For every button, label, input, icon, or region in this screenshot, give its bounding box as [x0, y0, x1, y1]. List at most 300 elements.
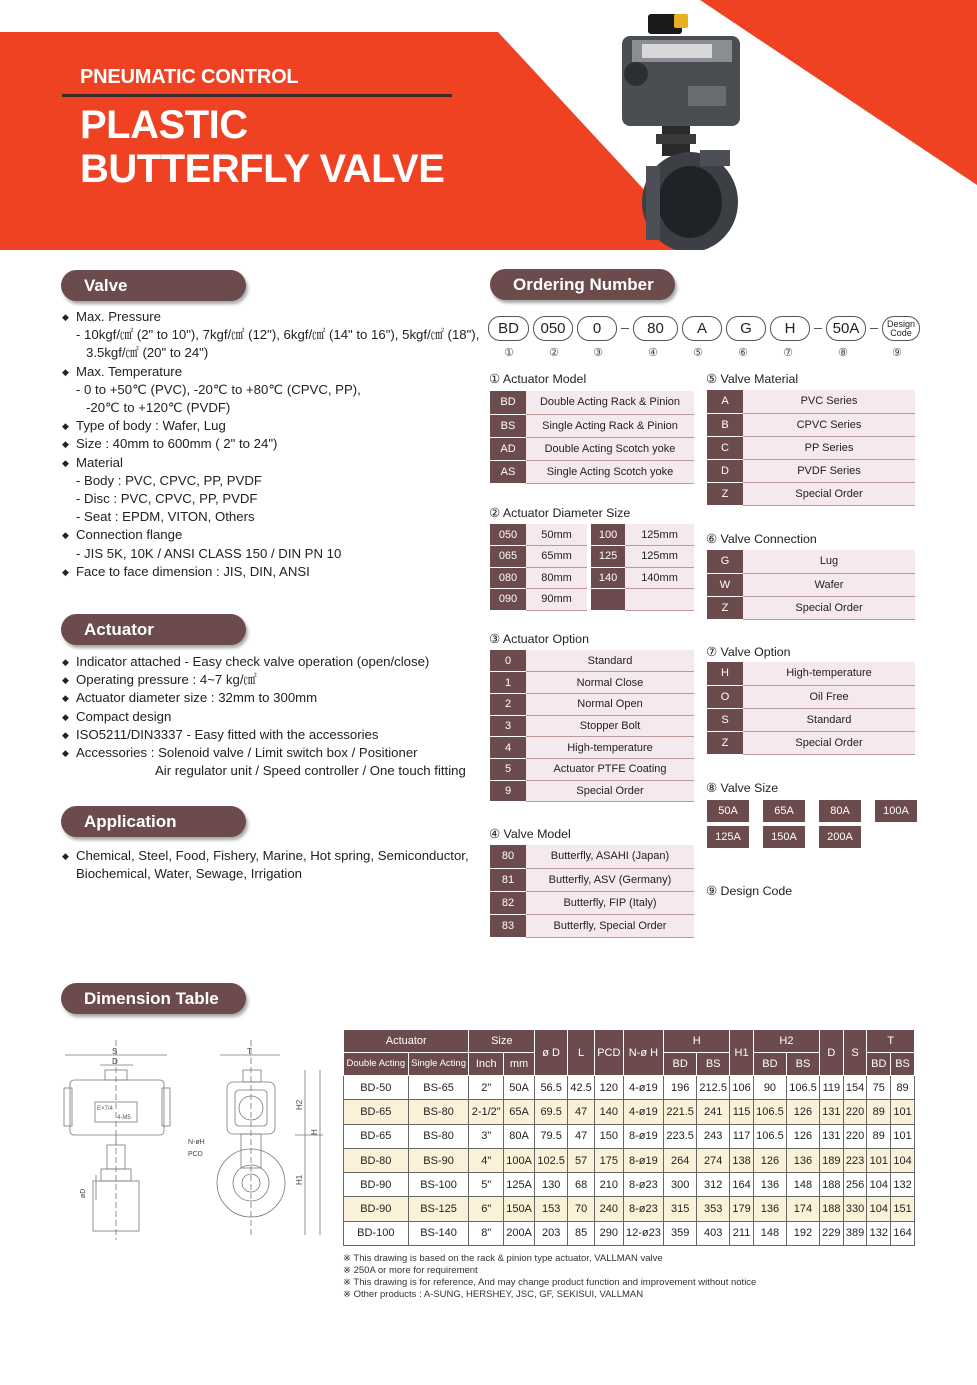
header-kicker: PNEUMATIC CONTROL: [80, 66, 299, 88]
table-cell: 174: [786, 1197, 819, 1221]
table-cell: 240: [595, 1197, 624, 1221]
dimension-heading: Dimension Table: [61, 983, 246, 1014]
valve-material-label: ⑤ Valve Material: [706, 372, 799, 386]
option-row: [707, 550, 915, 573]
diameter-code: 050: [490, 524, 526, 546]
diameter-value: 50mm: [526, 524, 589, 546]
table-cell: BD-65: [344, 1124, 409, 1148]
bullet-item: ◆ Max. Temperature: [62, 363, 482, 381]
option-row: [707, 685, 915, 708]
table-cell: 196: [664, 1076, 697, 1100]
valve-model-label: ④ Valve Model: [489, 827, 571, 841]
diameter-value: 65mm: [526, 546, 589, 568]
option-code: D: [707, 459, 743, 482]
option-value: Actuator PTFE Coating: [526, 758, 694, 780]
bullet-item: ◆ Type of body : Wafer, Lug: [62, 417, 482, 435]
option-code: 9: [490, 780, 526, 802]
code-dash: [814, 328, 822, 329]
valve-spec-list: [62, 308, 482, 581]
code-valve-material: A: [682, 316, 722, 341]
option-code: W: [707, 573, 743, 596]
index-2: ②: [549, 347, 559, 359]
bullet-item: ◆ Face to face dimension : JIS, DIN, ANSI: [62, 563, 482, 581]
option-row: [707, 708, 915, 731]
diameter-code: 080: [490, 567, 526, 589]
col-s: S: [843, 1030, 867, 1076]
table-cell: 8": [469, 1221, 504, 1245]
table-cell: 153: [535, 1197, 568, 1221]
table-cell: 126: [786, 1100, 819, 1124]
bullet-item: ◆ Accessories : Solenoid valve / Limit switch box / Positioner: [62, 744, 482, 762]
table-row: [344, 1148, 915, 1172]
table-cell: 6": [469, 1197, 504, 1221]
application-heading: Application: [61, 806, 246, 837]
valve-heading: Valve: [61, 270, 246, 301]
col-actuator: Actuator: [344, 1030, 469, 1053]
option-row: [490, 391, 694, 414]
plate-label-1: E×7/4: [97, 1106, 113, 1112]
table-cell: 50A: [503, 1076, 534, 1100]
index-3: ③: [593, 347, 603, 359]
table-cell: 243: [697, 1124, 730, 1148]
index-1: ①: [504, 347, 514, 359]
table-cell: 212.5: [697, 1076, 730, 1100]
table-cell: 164: [891, 1221, 915, 1245]
option-row: [490, 693, 694, 715]
option-value: Normal Close: [526, 672, 694, 694]
table-cell: 188: [819, 1173, 843, 1197]
dim-label-t: T: [247, 1047, 252, 1056]
valve-size-label: ⑧ Valve Size: [706, 781, 779, 795]
index-7: ⑦: [783, 347, 793, 359]
col-nh: N-ø H: [623, 1030, 663, 1076]
table-cell: 104: [891, 1148, 915, 1172]
table-cell: 132: [867, 1221, 891, 1245]
col-h2-bd: BD: [753, 1053, 786, 1076]
dim-label-h: H: [310, 1129, 319, 1135]
option-value: Lug: [743, 550, 915, 573]
table-cell: 4-ø19: [623, 1100, 663, 1124]
table-cell: BS-140: [408, 1221, 469, 1245]
valve-size-tag: 50A: [707, 800, 749, 822]
bullet-sub-item: - Seat : EPDM, VITON, Others: [76, 509, 255, 525]
table-cell: 200A: [503, 1221, 534, 1245]
bullet-sub-item: - Disc : PVC, CPVC, PP, PVDF: [76, 491, 258, 507]
code-actuator-option: 0: [577, 316, 617, 341]
bullet-item: ◆ Material: [62, 454, 482, 472]
valve-size-tag: 80A: [819, 800, 861, 822]
index-6: ⑥: [738, 347, 748, 359]
col-inch: Inch: [469, 1053, 504, 1076]
valve-option-label: ⑦ Valve Option: [706, 645, 791, 659]
option-code: AD: [490, 437, 526, 460]
design-code-label: ⑨ Design Code: [706, 884, 793, 898]
code-valve-model: 80: [633, 316, 678, 341]
title-line-1: PLASTIC: [80, 103, 248, 147]
option-row: [490, 414, 694, 437]
dim-label-d: D: [112, 1057, 118, 1066]
option-value: Butterfly, ASV (Germany): [526, 868, 694, 891]
col-mm: mm: [503, 1053, 534, 1076]
table-cell: 47: [568, 1100, 595, 1124]
bullet-sub-item: - 0 to +50℃ (PVC), -20℃ to +80℃ (CPVC, PP),: [76, 381, 361, 397]
table-cell: 117: [730, 1124, 754, 1148]
option-row: [490, 780, 694, 802]
col-double-acting: Double Acting: [344, 1053, 409, 1076]
diameter-value: 90mm: [526, 589, 589, 611]
table-cell: BS-80: [408, 1100, 469, 1124]
option-code: BD: [490, 391, 526, 414]
option-code: B: [707, 413, 743, 436]
option-row: [707, 573, 915, 596]
option-row: [490, 737, 694, 759]
table-cell: 85: [568, 1221, 595, 1245]
table-cell: 136: [753, 1173, 786, 1197]
table-cell: 75: [867, 1076, 891, 1100]
option-row: [490, 891, 694, 914]
option-value: PVC Series: [743, 390, 915, 413]
table-cell: 115: [730, 1100, 754, 1124]
diameter-value: [625, 589, 694, 611]
option-value: CPVC Series: [743, 413, 915, 436]
table-cell: 330: [843, 1197, 867, 1221]
table-cell: 131: [819, 1100, 843, 1124]
code-actuator-model: BD: [488, 316, 529, 341]
table-cell: 56.5: [535, 1076, 568, 1100]
table-cell: 106.5: [786, 1076, 819, 1100]
table-cell: 131: [819, 1124, 843, 1148]
col-h1: H1: [730, 1030, 754, 1076]
table-cell: 106.5: [753, 1100, 786, 1124]
table-cell: 359: [664, 1221, 697, 1245]
bullet-item: ◆ Max. Pressure: [62, 308, 482, 326]
table-cell: 8-ø23: [623, 1197, 663, 1221]
table-cell: 353: [697, 1197, 730, 1221]
index-9: ⑨: [892, 347, 902, 359]
option-code: G: [707, 550, 743, 573]
valve-size-tag: 65A: [763, 800, 805, 822]
diameter-code: [589, 589, 625, 611]
bullet-item: ◆ Size : 40mm to 600mm ( 2" to 24"): [62, 435, 482, 453]
table-cell: 189: [819, 1148, 843, 1172]
table-cell: 229: [819, 1221, 843, 1245]
table-cell: 210: [595, 1173, 624, 1197]
option-row: [707, 436, 915, 459]
front-view: [64, 1040, 170, 1240]
option-code: A: [707, 390, 743, 413]
table-cell: 403: [697, 1221, 730, 1245]
bullet-sub-item: - 10kgf/㎠ (2" to 10"), 7kgf/㎠ (12"), 6kgf/㎠ (14" to 16"), 5kgf/㎠ (18"),: [76, 327, 480, 343]
table-cell: 315: [664, 1197, 697, 1221]
option-value: High-temperature: [526, 737, 694, 759]
table-row: [344, 1173, 915, 1197]
col-d: D: [819, 1030, 843, 1076]
table-cell: 126: [786, 1124, 819, 1148]
table-row: [344, 1124, 915, 1148]
diameter-value: 125mm: [625, 546, 694, 568]
table-cell: 12-ø23: [623, 1221, 663, 1245]
option-row: [490, 672, 694, 694]
valve-connection-label: ⑥ Valve Connection: [706, 532, 817, 546]
option-code: AS: [490, 460, 526, 483]
diameter-row: [490, 589, 694, 611]
note-line: ※ This drawing is based on the rack & pinion type actuator, VALLMAN valve: [343, 1253, 663, 1264]
table-cell: 69.5: [535, 1100, 568, 1124]
table-cell: 4-ø19: [623, 1076, 663, 1100]
dimension-table: [343, 1029, 915, 1246]
table-cell: 140: [595, 1100, 624, 1124]
table-cell: 148: [786, 1173, 819, 1197]
dim-label-s: S: [112, 1047, 118, 1056]
table-cell: 264: [664, 1148, 697, 1172]
table-cell: 148: [753, 1221, 786, 1245]
option-code: H: [707, 662, 743, 685]
valve-size-row-1: [707, 800, 917, 822]
option-code: S: [707, 708, 743, 731]
table-cell: 8-ø23: [623, 1173, 663, 1197]
option-code: 82: [490, 891, 526, 914]
option-code: 4: [490, 737, 526, 759]
design-code-line-1: Design: [886, 318, 915, 329]
table-cell: 220: [843, 1100, 867, 1124]
table-cell: BS-90: [408, 1148, 469, 1172]
table-cell: 151: [891, 1197, 915, 1221]
option-row: [707, 596, 915, 619]
actuator-diameter-table: [490, 524, 694, 611]
valve-size-tag: 150A: [763, 826, 805, 848]
diameter-value: 140mm: [625, 567, 694, 589]
option-code: 3: [490, 715, 526, 737]
table-row: [344, 1221, 915, 1245]
table-cell: 241: [697, 1100, 730, 1124]
table-cell: 221.5: [664, 1100, 697, 1124]
side-view: [217, 1040, 323, 1235]
table-cell: BD-50: [344, 1076, 409, 1100]
option-code: Z: [707, 596, 743, 619]
table-cell: 389: [843, 1221, 867, 1245]
dim-label-pcd: PCD: [188, 1151, 203, 1158]
option-value: Butterfly, ASAHI (Japan): [526, 845, 694, 868]
option-row: [707, 731, 915, 754]
option-code: Z: [707, 731, 743, 754]
option-value: Stopper Bolt: [526, 715, 694, 737]
option-value: Double Acting Rack & Pinion: [526, 391, 694, 414]
col-h: H: [664, 1030, 730, 1053]
option-value: Wafer: [743, 573, 915, 596]
diameter-row: [490, 546, 694, 568]
col-pcd: PCD: [595, 1030, 624, 1076]
table-cell: 104: [867, 1197, 891, 1221]
table-cell: 2": [469, 1076, 504, 1100]
option-value: Special Order: [743, 482, 915, 505]
option-value: Special Order: [743, 596, 915, 619]
option-code: 2: [490, 693, 526, 715]
bullet-sub-item: Biochemical, Water, Sewage, Irrigation: [76, 866, 302, 882]
table-cell: BS-65: [408, 1076, 469, 1100]
diameter-code: 065: [490, 546, 526, 568]
note-line: ※ 250A or more for requirement: [343, 1265, 478, 1276]
table-cell: 100A: [503, 1148, 534, 1172]
index-5: ⑤: [693, 347, 703, 359]
option-value: Normal Open: [526, 693, 694, 715]
col-t: T: [867, 1030, 915, 1053]
table-cell: 256: [843, 1173, 867, 1197]
col-t-bs: BS: [891, 1053, 915, 1076]
option-row: [707, 413, 915, 436]
table-cell: BD-100: [344, 1221, 409, 1245]
option-value: Standard: [526, 650, 694, 672]
table-cell: 101: [867, 1148, 891, 1172]
option-value: Standard: [743, 708, 915, 731]
table-cell: 42.5: [568, 1076, 595, 1100]
option-value: High-temperature: [743, 662, 915, 685]
option-row: [490, 868, 694, 891]
bullet-item: ◆ Operating pressure : 4~7 kg/㎠: [62, 671, 482, 689]
table-row: [344, 1076, 915, 1100]
valve-size-tag: 100A: [875, 800, 917, 822]
diameter-code: 125: [589, 546, 625, 568]
index-4: ④: [648, 347, 658, 359]
table-cell: 274: [697, 1148, 730, 1172]
table-cell: 164: [730, 1173, 754, 1197]
actuator-option-label: ③ Actuator Option: [489, 632, 589, 646]
bullet-item: ◆ Indicator attached - Easy check valve operation (open/close): [62, 653, 482, 671]
option-value: Single Acting Rack & Pinion: [526, 414, 694, 437]
bullet-sub-item: Air regulator unit / Speed controller / One touch fitting: [155, 763, 466, 779]
table-cell: 138: [730, 1148, 754, 1172]
code-diameter: 050: [533, 316, 573, 341]
table-cell: BS-100: [408, 1173, 469, 1197]
table-cell: 312: [697, 1173, 730, 1197]
option-code: O: [707, 685, 743, 708]
option-value: Butterfly, Special Order: [526, 914, 694, 937]
option-value: Special Order: [743, 731, 915, 754]
actuator-model-label: ① Actuator Model: [489, 372, 587, 386]
col-t-bd: BD: [867, 1053, 891, 1076]
design-code-line-2: Code: [890, 327, 912, 338]
table-cell: 89: [867, 1100, 891, 1124]
bullet-item: ◆ Compact design: [62, 708, 482, 726]
col-h-bd: BD: [664, 1053, 697, 1076]
option-code: 1: [490, 672, 526, 694]
code-valve-connection: G: [726, 316, 766, 341]
note-line: ※ Other products : A-SUNG, HERSHEY, JSC, GF, SEKISUI, VALLMAN: [343, 1289, 644, 1300]
table-cell: 188: [819, 1197, 843, 1221]
option-row: [490, 437, 694, 460]
page-title: [80, 103, 444, 191]
header-divider: [62, 94, 452, 97]
col-h2-bs: BS: [786, 1053, 819, 1076]
option-code: 83: [490, 914, 526, 937]
table-cell: 126: [753, 1148, 786, 1172]
table-cell: 203: [535, 1221, 568, 1245]
option-value: Special Order: [526, 780, 694, 802]
table-cell: 106.5: [753, 1124, 786, 1148]
table-cell: 2-1/2": [469, 1100, 504, 1124]
table-cell: 57: [568, 1148, 595, 1172]
option-value: PP Series: [743, 436, 915, 459]
option-row: [490, 715, 694, 737]
table-cell: 65A: [503, 1100, 534, 1124]
option-row: [490, 650, 694, 672]
table-cell: 4": [469, 1148, 504, 1172]
option-value: Butterfly, FIP (Italy): [526, 891, 694, 914]
option-code: 81: [490, 868, 526, 891]
dimension-notes: [343, 1253, 756, 1301]
table-cell: 290: [595, 1221, 624, 1245]
option-value: Oil Free: [743, 685, 915, 708]
table-cell: 179: [730, 1197, 754, 1221]
index-8: ⑧: [838, 347, 848, 359]
table-row: [344, 1197, 915, 1221]
option-row: [490, 460, 694, 483]
table-cell: 211: [730, 1221, 754, 1245]
dim-label-phid: øD: [80, 1188, 87, 1198]
option-value: Double Acting Scotch yoke: [526, 437, 694, 460]
table-cell: 90: [753, 1076, 786, 1100]
note-line: ※ This drawing is for reference, And may change product function and improvement without notice: [343, 1277, 757, 1288]
plate-label-2: 4-M5: [117, 1115, 131, 1121]
title-line-2: BUTTERFLY VALVE: [80, 147, 445, 191]
ordering-index-row: [500, 346, 920, 360]
table-cell: 136: [786, 1148, 819, 1172]
code-valve-option: H: [770, 316, 810, 341]
option-row: [707, 662, 915, 685]
option-code: BS: [490, 414, 526, 437]
valve-material-table: [707, 390, 915, 506]
valve-connection-table: [707, 550, 915, 620]
table-cell: 223.5: [664, 1124, 697, 1148]
dim-label-h2: H2: [295, 1099, 304, 1110]
option-code: 0: [490, 650, 526, 672]
table-cell: BS-80: [408, 1124, 469, 1148]
code-valve-size: 50A: [826, 316, 866, 341]
actuator-option-table: [490, 650, 694, 802]
code-dash: [870, 328, 878, 329]
dim-label-nh: N-øH: [188, 1139, 205, 1146]
option-code: C: [707, 436, 743, 459]
option-row: [707, 482, 915, 505]
dim-label-h1: H1: [295, 1174, 304, 1185]
option-code: Z: [707, 482, 743, 505]
col-phid: ø D: [535, 1030, 568, 1076]
table-cell: 300: [664, 1173, 697, 1197]
diameter-row: [490, 524, 694, 546]
table-cell: BD-90: [344, 1173, 409, 1197]
option-code: 5: [490, 758, 526, 780]
diameter-code: 090: [490, 589, 526, 611]
application-list: [62, 847, 482, 883]
table-cell: 136: [753, 1197, 786, 1221]
table-cell: 8-ø19: [623, 1124, 663, 1148]
table-cell: 5": [469, 1173, 504, 1197]
bullet-item: ◆ ISO5211/DIN3337 - Easy fitted with the accessories: [62, 726, 482, 744]
option-row: [490, 845, 694, 868]
table-cell: 132: [891, 1173, 915, 1197]
col-h-bs: BS: [697, 1053, 730, 1076]
table-cell: 192: [786, 1221, 819, 1245]
table-cell: 101: [891, 1100, 915, 1124]
valve-option-table: [707, 662, 915, 755]
table-cell: 154: [843, 1076, 867, 1100]
table-cell: 125A: [503, 1173, 534, 1197]
table-cell: 106: [730, 1076, 754, 1100]
table-cell: 102.5: [535, 1148, 568, 1172]
table-cell: 47: [568, 1124, 595, 1148]
table-cell: 79.5: [535, 1124, 568, 1148]
table-cell: 150: [595, 1124, 624, 1148]
bullet-sub-item: - JIS 5K, 10K / ANSI CLASS 150 / DIN PN 10: [76, 545, 342, 561]
